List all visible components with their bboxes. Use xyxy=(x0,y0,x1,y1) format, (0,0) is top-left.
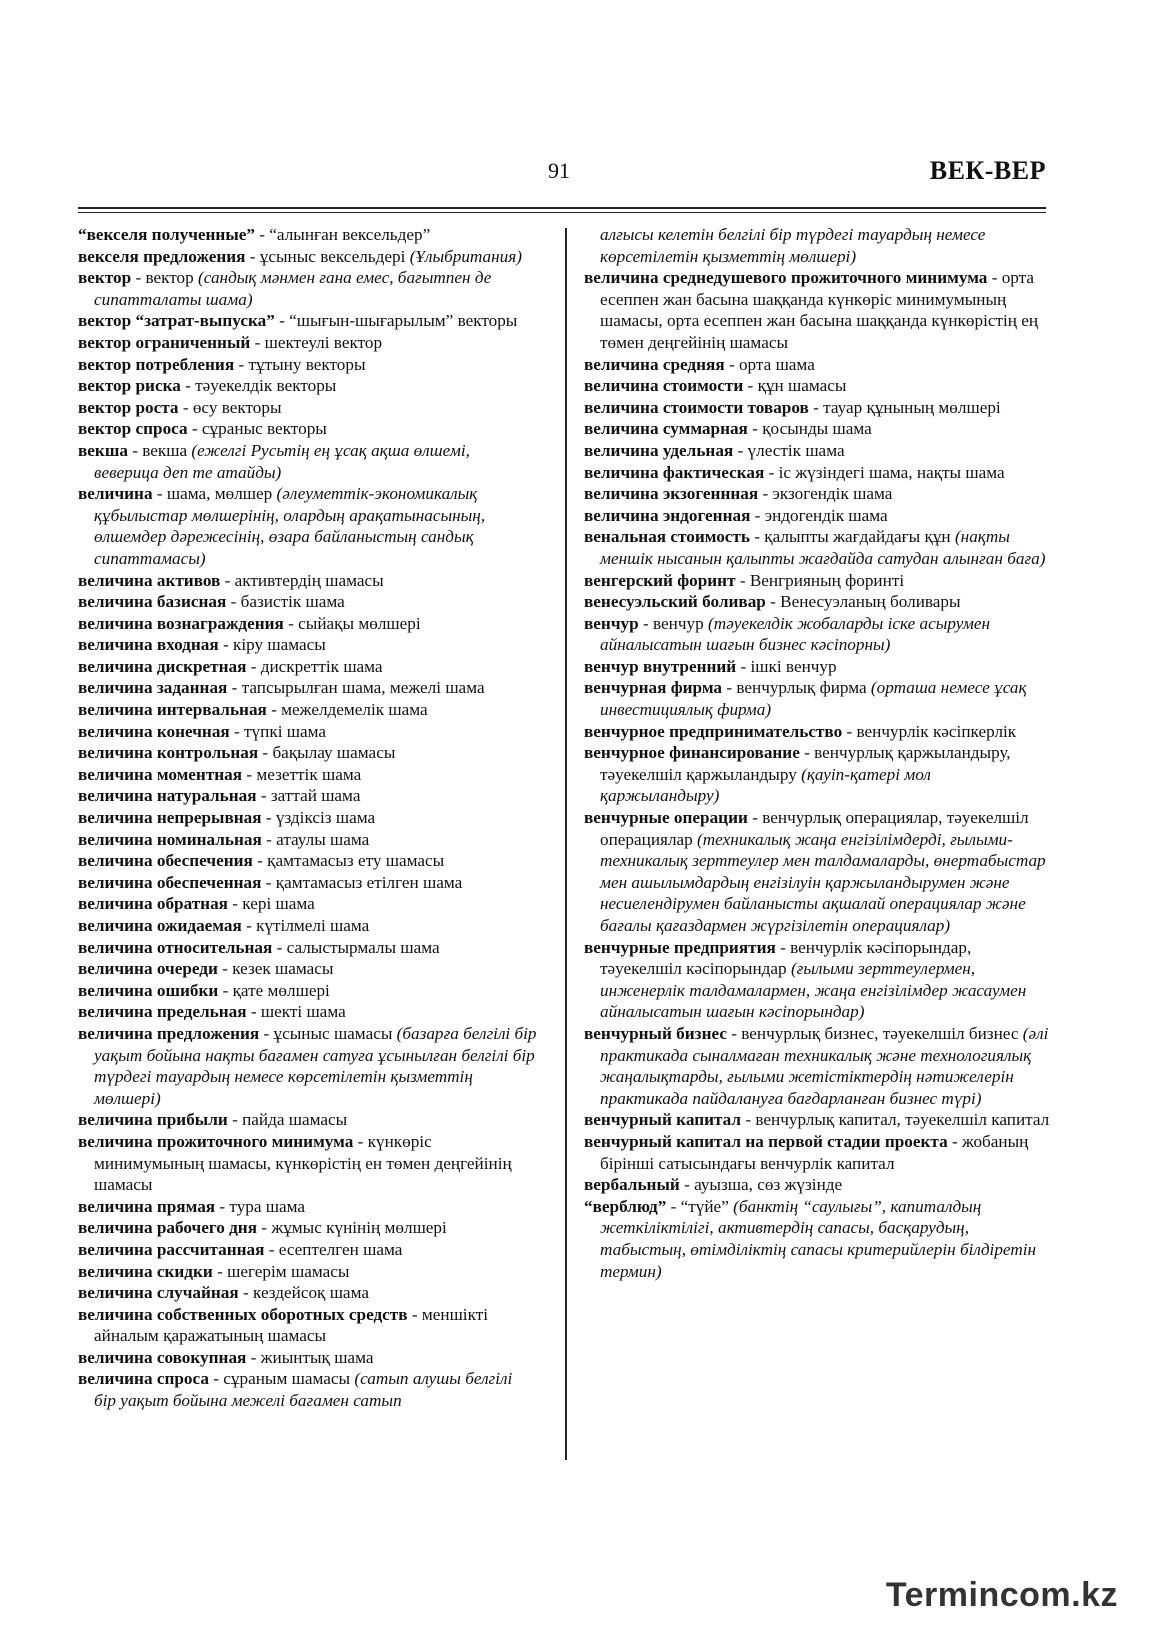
entry-translation: - қосынды шама xyxy=(747,419,872,439)
dictionary-entry xyxy=(584,483,1050,505)
entry-note: (қауіп-қатері мол қаржыландыру) xyxy=(600,764,931,806)
entry-term: величина базисная xyxy=(78,592,227,612)
entry-translation: - “түйе” xyxy=(666,1196,734,1216)
entry-translation: - венчурлық операциялар, тәуекелшіл операциялар xyxy=(600,808,1029,849)
dictionary-entry xyxy=(78,418,538,440)
entry-translation: - кезек шамасы xyxy=(217,959,334,979)
dictionary-entry xyxy=(584,570,1050,592)
entry-term: величина обеспечения xyxy=(78,851,253,871)
entry-translation: - Венгрияның форинті xyxy=(735,570,905,590)
dictionary-entry xyxy=(584,397,1050,419)
entry-translation: - жобаның бірінші сатысындағы венчурлік капитал xyxy=(600,1131,1029,1173)
entry-term: величина прожиточного минимума xyxy=(78,1131,354,1151)
entry-translation: - жиынтық шама xyxy=(246,1347,374,1367)
entry-term: венчурные предприятия xyxy=(584,937,776,957)
entry-term: вектор риска xyxy=(78,376,181,396)
entry-translation: - қамтамасыз ету шамасы xyxy=(252,851,445,871)
entry-translation: - кіру шамасы xyxy=(218,635,326,655)
dictionary-entry xyxy=(584,1174,1050,1196)
entry-translation: - базистік шама xyxy=(226,592,345,612)
entry-term: “верблюд” xyxy=(584,1196,667,1216)
dictionary-entry xyxy=(584,613,1050,656)
entry-translation: - сыйақы мөлшері xyxy=(283,613,421,633)
dictionary-entry xyxy=(78,634,538,656)
entry-translation: - межелдемелік шама xyxy=(266,700,428,720)
dictionary-entry xyxy=(78,1196,538,1218)
entry-translation: - тұтыну векторы xyxy=(234,354,366,374)
column-divider xyxy=(565,228,567,1460)
entry-translation: - вектор xyxy=(131,268,199,288)
entry-term: величина относительная xyxy=(78,937,273,957)
entry-term: венчурное финансирование xyxy=(584,743,800,763)
dictionary-entry xyxy=(78,224,538,246)
dictionary-entry xyxy=(78,742,538,764)
dictionary-entry xyxy=(78,1282,538,1304)
entry-translation: - Венесуэланың боливары xyxy=(765,592,961,612)
entry-term: величина активов xyxy=(78,570,221,590)
entry-translation: - өсу векторы xyxy=(178,397,282,417)
entry-translation: - орта есеппен жан басына шаққанда күнкөріс минимумының шамасы, орта есеппен жан басына шаққанда күнкөрістің ең төмен деңгейінің шамасы xyxy=(600,268,1039,352)
entry-term: величина прибыли xyxy=(78,1110,228,1130)
entry-translation: - шектеулі вектор xyxy=(250,332,383,352)
entry-translation: - кері шама xyxy=(227,894,315,914)
section-heading: ВЕК-ВЕР xyxy=(929,156,1046,185)
dictionary-entry xyxy=(584,354,1050,376)
dictionary-entry xyxy=(78,937,538,959)
header-rule xyxy=(78,207,1046,209)
entry-term: величина обеспеченная xyxy=(78,872,262,892)
entry-term: вектор xyxy=(78,268,132,288)
entry-note: (сатып алушы белгілі бір уақыт бойына межелі бағамен сатып xyxy=(94,1369,513,1411)
dictionary-entry xyxy=(78,1239,538,1261)
entry-term: величина номинальная xyxy=(78,829,262,849)
entry-term: величина среднедушевого прожиточного минимума xyxy=(584,268,988,288)
entry-translation: - үздіксіз шама xyxy=(261,808,376,828)
entry-translation: - тура шама xyxy=(215,1196,306,1216)
dictionary-entry xyxy=(78,1368,538,1411)
left-column xyxy=(78,224,538,1412)
entry-term: векша xyxy=(78,440,128,460)
dictionary-entry xyxy=(78,850,538,872)
watermark-logo xyxy=(886,1576,1118,1615)
entry-translation: - күнкөріс минимумының шамасы, күнкөрістің ен төмен деңгейінің шамасы xyxy=(94,1131,512,1195)
dictionary-entry xyxy=(78,1131,538,1196)
entry-term: величина предельная xyxy=(78,1002,247,1022)
header-rule-thin xyxy=(78,212,1046,213)
dictionary-entry xyxy=(78,397,538,419)
entry-note: (базарға белгілі бір уақыт бойына нақты бағамен сатуға ұсынылған белгілі бір түрдегі тауардың немесе көрсетілетін қызметтің мөлшері) xyxy=(94,1023,537,1108)
entry-term: величина суммарная xyxy=(584,419,748,439)
dictionary-entry xyxy=(78,1109,538,1131)
entry-translation: - венчурлық капитал, тәуекелшіл капитал xyxy=(741,1110,1050,1130)
entry-term: величина конечная xyxy=(78,721,230,741)
dictionary-entry xyxy=(584,440,1050,462)
dictionary-entry xyxy=(584,1131,1050,1174)
entry-translation: - атаулы шама xyxy=(261,829,370,849)
entry-term: величина контрольная xyxy=(78,743,259,763)
entry-note: алғысы келетін белгілі бір түрдегі тауардың немесе көрсетілетін қызметтің мөлшері) xyxy=(600,225,986,266)
dictionary-entry xyxy=(78,1304,538,1347)
entry-term: величина предложения xyxy=(78,1023,260,1043)
dictionary-entry xyxy=(584,721,1050,743)
entry-term: величина непрерывная xyxy=(78,808,262,828)
dictionary-entry xyxy=(584,1196,1050,1282)
entry-note: (орташа немесе ұсақ инвестициялық фирма) xyxy=(600,678,1027,720)
entry-term: вербальный xyxy=(584,1175,680,1195)
entry-translation: - активтердің шамасы xyxy=(220,570,384,590)
entry-term: величина рабочего дня xyxy=(78,1218,257,1238)
dictionary-entry xyxy=(78,267,538,310)
entry-term: вектор потребления xyxy=(78,354,235,374)
dictionary-entry xyxy=(584,224,1050,267)
entry-note: (техникалық жаңа енгізілімдерді, ғылыми-техникалық зерттеулер мен талдамаларды, өнертабыстар мен ашылымдардың енгізілуін қаржыландырумен және несиелендірумен байланысты ақшалай операциялар және бағалы қағаздармен жүргізілетін операциялар) xyxy=(600,829,1046,935)
entry-translation: - күтілмелі шама xyxy=(241,916,370,935)
entry-term: величина стоимости xyxy=(584,376,744,396)
entry-translation: - “алынған вексельдер” xyxy=(254,225,431,244)
entry-term: величина случайная xyxy=(78,1283,239,1303)
dictionary-entry xyxy=(78,721,538,743)
entry-note: (ежелгі Русьтің ең ұсақ ақша өлшемі, веверица деп те атайды) xyxy=(94,440,470,482)
entry-translation: - салыстырмалы шама xyxy=(272,937,440,957)
dictionary-entry xyxy=(584,742,1050,807)
entry-translation: - венчурлік кәсіпкерлік xyxy=(842,721,1017,741)
entry-translation: - дискреттік шама xyxy=(246,656,383,676)
entry-term: венчурная фирма xyxy=(584,678,723,698)
dictionary-entry xyxy=(78,591,538,613)
dictionary-entry xyxy=(584,677,1050,720)
entry-term: величина xyxy=(78,484,153,504)
entry-note: (Ұлыбритания) xyxy=(409,246,522,266)
entry-term: величина входная xyxy=(78,635,219,655)
entry-term: величина натуральная xyxy=(78,786,257,806)
entry-translation: - ұсыныс шамасы xyxy=(259,1023,397,1043)
dictionary-entry xyxy=(78,354,538,376)
dictionary-entry xyxy=(584,656,1050,678)
entry-term: венчур xyxy=(584,613,639,633)
entry-term: венчурный капитал xyxy=(584,1110,742,1130)
entry-translation: - үлестік шама xyxy=(733,440,845,460)
entry-note: (сандық мәнмен ғана емес, бағытпен де сипатталаты шама) xyxy=(94,268,492,309)
entry-translation: - венчурлік кәсіпорындар, тәуекелшіл кәсіпорындар xyxy=(600,937,972,979)
entry-translation: - экзогендік шама xyxy=(758,484,893,504)
right-column xyxy=(584,224,1050,1282)
dictionary-entry xyxy=(584,418,1050,440)
dictionary-entry xyxy=(78,440,538,483)
page-header xyxy=(78,156,1046,192)
entry-term: величина стоимости товаров xyxy=(584,397,809,417)
dictionary-entry xyxy=(78,958,538,980)
dictionary-entry xyxy=(78,829,538,851)
dictionary-entry xyxy=(78,807,538,829)
dictionary-entry xyxy=(584,807,1050,937)
dictionary-entry xyxy=(78,656,538,678)
dictionary-entry xyxy=(584,1109,1050,1131)
entry-translation: - сұраныс векторы xyxy=(187,419,327,439)
entry-translation: - сұраным шамасы xyxy=(208,1369,355,1389)
entry-translation: - пайда шамасы xyxy=(227,1110,348,1130)
entry-term: величина моментная xyxy=(78,764,243,784)
dictionary-entry xyxy=(584,526,1050,569)
entry-translation: - тапсырылған шама, межелі шама xyxy=(227,678,485,698)
entry-term: величина средняя xyxy=(584,354,725,374)
dictionary-entry xyxy=(78,785,538,807)
entry-translation: - венчурлық бизнес, тәуекелшіл бизнес xyxy=(726,1023,1023,1043)
entry-translation: - іс жүзіндегі шама, нақты шама xyxy=(764,462,1005,482)
entry-term: венгерский форинт xyxy=(584,570,736,590)
entry-term: вектор ограниченный xyxy=(78,332,251,352)
entry-term: величина совокупная xyxy=(78,1347,247,1367)
entry-note: (банктің “саулығы”, капиталдың жеткіліктілігі, активтердің сапасы, басқарудың, табыстың, өтімділіктің сапасы критерийлерін білдіретін термин) xyxy=(600,1196,1037,1281)
dictionary-entry xyxy=(78,1001,538,1023)
entry-term: венчурный бизнес xyxy=(584,1023,727,1043)
entry-term: величина обратная xyxy=(78,894,228,914)
entry-term: венчур внутренний xyxy=(584,656,737,676)
entry-translation: - құн шамасы xyxy=(743,376,847,396)
dictionary-entry xyxy=(78,699,538,721)
dictionary-entry xyxy=(78,915,538,937)
entry-term: вектор роста xyxy=(78,397,179,417)
entry-translation: - тауар құнының мөлшері xyxy=(808,397,1001,417)
entry-term: венчурный капитал на первой стадии проекта xyxy=(584,1131,948,1151)
entry-term: венальная стоимость xyxy=(584,527,750,547)
entry-translation: - заттай шама xyxy=(256,786,361,806)
dictionary-entry xyxy=(584,591,1050,613)
entry-translation: - мезеттік шама xyxy=(242,764,362,784)
entry-term: “векселя полученные” xyxy=(78,225,255,244)
dictionary-entry xyxy=(584,267,1050,353)
dictionary-entry xyxy=(584,1023,1050,1109)
dictionary-entry xyxy=(78,677,538,699)
entry-translation: - қамтамасыз етілген шама xyxy=(261,872,463,892)
dictionary-entry xyxy=(78,764,538,786)
dictionary-entry xyxy=(584,462,1050,484)
entry-translation: - векша xyxy=(127,440,192,460)
entry-term: величина рассчитанная xyxy=(78,1239,265,1259)
entry-term: венчурные операции xyxy=(584,808,748,828)
entry-note: (әлі практикада сыналмаған техникалық және технологиялық жаңалықтарды, ғылыми жетістіктердің нәтижелерін практикада пайдалануға бағдарланған бизнес түрі) xyxy=(600,1023,1049,1108)
dictionary-entry xyxy=(78,310,538,332)
entry-term: величина эндогенная xyxy=(584,505,751,525)
entry-translation: - меншікті айналым қаражатының шамасы xyxy=(94,1304,488,1346)
entry-term: венчурное предпринимательство xyxy=(584,721,843,741)
entry-translation: - қате мөлшері xyxy=(218,980,330,1000)
entry-translation: - эндогендік шама xyxy=(750,505,888,525)
entry-term: величина вознаграждения xyxy=(78,613,284,633)
page-number: 91 xyxy=(548,158,570,183)
entry-term: величина заданная xyxy=(78,678,228,698)
entry-note: (тәуекелдік жобаларды іске асырумен айналысатын шағын бизнес кәсіпорны) xyxy=(600,613,991,655)
entry-translation: - “шығын-шығарылым” векторы xyxy=(274,311,518,331)
dictionary-entry xyxy=(78,332,538,354)
dictionary-entry xyxy=(78,1347,538,1369)
entry-translation: - шекті шама xyxy=(246,1002,346,1022)
dictionary-entry xyxy=(78,893,538,915)
entry-translation: - тәуекелдік векторы xyxy=(180,376,337,396)
entry-translation: - венчурлық фирма xyxy=(722,678,871,698)
dictionary-entry xyxy=(78,1023,538,1109)
entry-note: (ғылыми зерттеулермен, инженерлік талдамалармен, жаңа енгізілімдер жасаумен айналысатын шағын кәсіпорындар) xyxy=(600,959,1027,1022)
entry-term: вектор спроса xyxy=(78,419,188,439)
entry-term: величина прямая xyxy=(78,1196,216,1216)
entry-translation: - ішкі венчур xyxy=(736,656,837,676)
entry-term: величина очереди xyxy=(78,959,218,979)
entry-translation: - бақылау шамасы xyxy=(258,743,396,763)
entry-term: величина скидки xyxy=(78,1261,213,1281)
entry-translation: - венчурлық қаржыландыру, тәуекелшіл қаржыландыру xyxy=(600,743,1011,784)
dictionary-entry xyxy=(78,570,538,592)
entry-term: венесуэльский боливар xyxy=(584,592,766,612)
dictionary-entry xyxy=(584,375,1050,397)
entry-term: величина интервальная xyxy=(78,700,267,720)
entry-translation: - қалыпты жағдайдағы құн xyxy=(749,527,955,547)
dictionary-entry xyxy=(78,375,538,397)
dictionary-entry xyxy=(78,246,538,268)
entry-term: величина экзогеннная xyxy=(584,484,759,504)
entry-translation: - ауызша, сөз жүзінде xyxy=(679,1175,843,1195)
dictionary-entry xyxy=(78,1261,538,1283)
entry-translation: - ұсыныс вексельдері xyxy=(245,246,410,266)
entry-translation: - орта шама xyxy=(724,354,815,374)
entry-translation: - түпкі шама xyxy=(229,721,327,741)
entry-translation: - венчур xyxy=(638,613,708,633)
entry-translation: - есептелген шама xyxy=(264,1239,403,1259)
entry-term: вектор “затрат-выпуска” xyxy=(78,311,275,331)
watermark-text: Termincom.kz xyxy=(885,1576,1118,1614)
entry-note: (әлеуметтік-экономикалық құбылыстар мөлшерінің, олардың арақатынасының, өлшемдер дәрежесінің, өзара байланыстың сандық сипаттамасы) xyxy=(94,484,486,568)
entry-translation: - шама, мөлшер xyxy=(152,484,277,504)
entry-term: векселя предложения xyxy=(78,246,246,266)
dictionary-entry xyxy=(78,1217,538,1239)
dictionary-entry xyxy=(78,980,538,1002)
entry-term: величина удельная xyxy=(584,440,734,460)
entry-term: величина собственных оборотных средств xyxy=(78,1304,408,1324)
dictionary-entry xyxy=(78,613,538,635)
dictionary-entry xyxy=(78,872,538,894)
dictionary-entry xyxy=(584,505,1050,527)
entry-term: величина ошибки xyxy=(78,980,219,1000)
entry-term: величина дискретная xyxy=(78,656,247,676)
entry-translation: - жұмыс күнінің мөлшері xyxy=(257,1218,447,1238)
entry-term: величина ожидаемая xyxy=(78,916,242,935)
dictionary-entry xyxy=(584,937,1050,1023)
entry-translation: - шегерім шамасы xyxy=(212,1261,350,1281)
entry-translation: - кездейсоқ шама xyxy=(238,1283,369,1303)
entry-term: величина фактическая xyxy=(584,462,765,482)
entry-note: (нақты меншік нысанын қалыпты жағдайда сатудан алынған баға) xyxy=(600,527,1046,568)
dictionary-entry xyxy=(78,483,538,569)
entry-term: величина спроса xyxy=(78,1369,209,1389)
